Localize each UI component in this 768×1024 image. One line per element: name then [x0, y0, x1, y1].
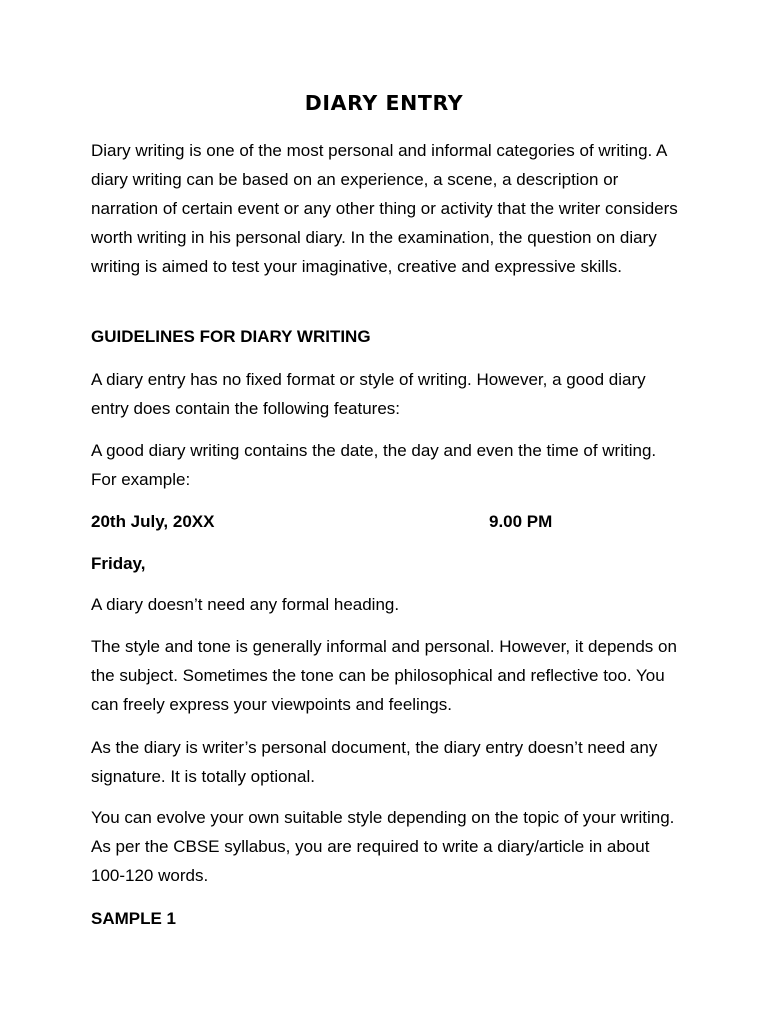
guidelines-heading: GUIDELINES FOR DIARY WRITING: [91, 327, 371, 346]
date-paragraph: A good diary writing contains the date, the day and even the time of writing. For example:: [91, 441, 657, 489]
page-title: DIARY ENTRY: [304, 91, 464, 115]
style-paragraph: The style and tone is generally informal and personal. However, it depends on the subject. Sometimes the tone can be philosophical and reflective too. You can freely express your viewpoints and feelings.: [91, 637, 677, 714]
evolve-paragraph: You can evolve your own suitable style depending on the topic of your writing. As per the CBSE syllabus, you are required to write a diary/article in about 100-120 words.: [91, 808, 675, 885]
heading-paragraph: A diary doesn’t need any formal heading.: [91, 595, 400, 614]
example-day: Friday,: [91, 554, 146, 573]
example-time: 9.00 PM: [489, 512, 553, 531]
example-date-row: [91, 507, 691, 536]
format-paragraph: A diary entry has no fixed format or style of writing. However, a good diary entry does contain the following features:: [91, 370, 646, 418]
example-date: 20th July, 20XX: [91, 512, 215, 531]
intro-paragraph: Diary writing is one of the most personal and informal categories of writing. A diary writing can be based on an experience, a scene, a description or narration of certain event or any other thing or activity that the writer considers worth writing in his personal diary. In the examination, the question on diary writing is aimed to test your imaginative, creative and expressive skills.: [91, 141, 678, 276]
signature-paragraph: As the diary is writer’s personal document, the diary entry doesn’t need any signature. It is totally optional.: [91, 738, 658, 786]
sample-heading: SAMPLE 1: [91, 909, 177, 928]
